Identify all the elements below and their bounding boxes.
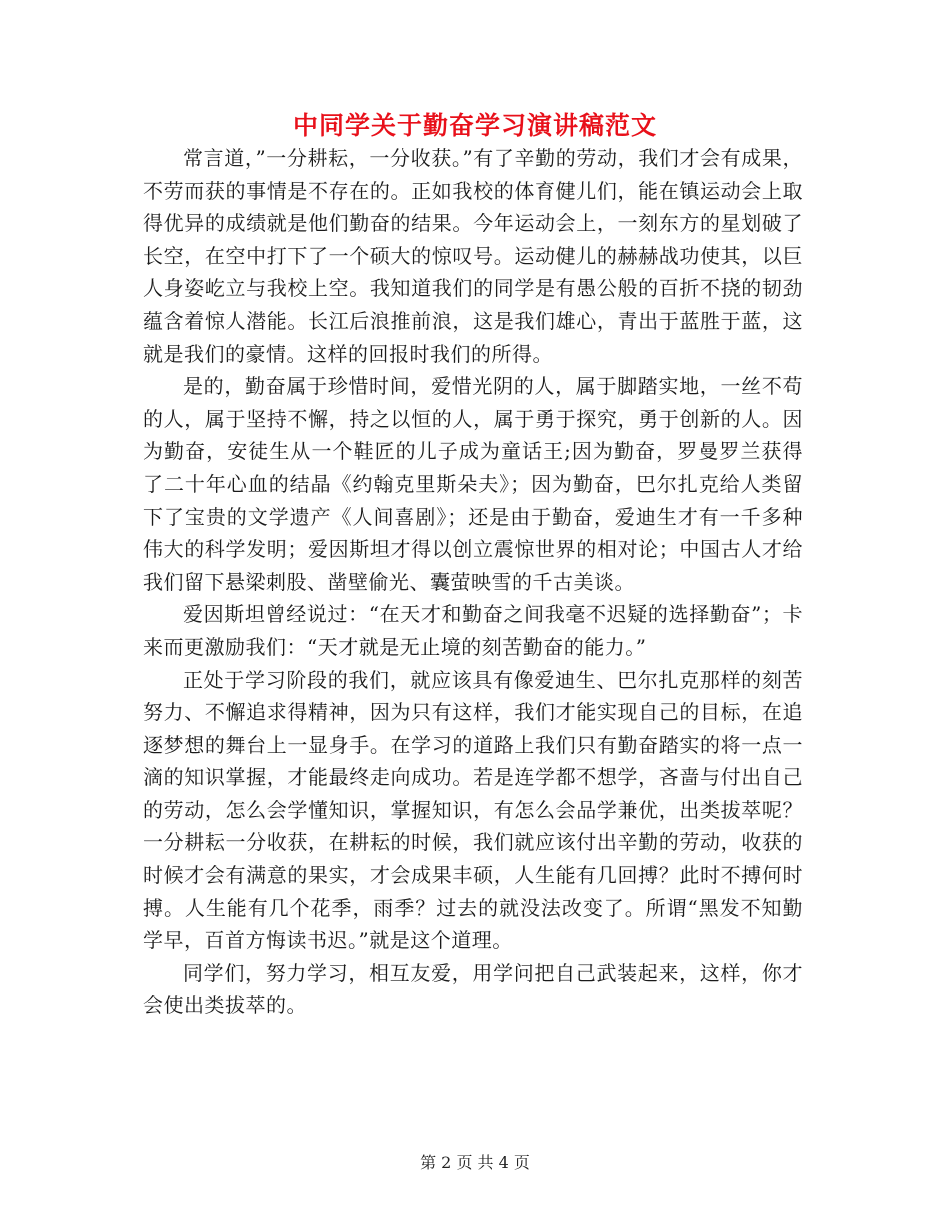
document-title: 中同学关于勤奋学习演讲稿范文 [292,111,657,140]
page-number-footer: 第 2 页 共 4 页 [420,1153,530,1172]
paragraph-2: 是的，勤奋属于珍惜时间，爱惜光阴的人，属于脚踏实地，一丝不苟的人，属于坚持不懈，持之以恒的人，属于勇于探究，勇于创新的人。因为勤奋，安徒生从一个鞋匠的儿子成为童话王;因为勤奋，罗曼罗兰获得了二十年心血的结晶《约翰克里斯朵夫》；因为勤奋，巴尔扎克给人类留下了宝贵的文学遗产《人间喜剧》；还是由于勤奋，爱迪生才有一千多种伟大的科学发明；爱因斯坦才得以创立震惊世界的相对论；中国古人才给我们留下悬梁刺股、凿壁偷光、囊萤映雪的千古美谈。 [143,374,803,594]
paragraph-5: 同学们，努力学习，相互友爱，用学问把自己武装起来，这样，你才会使出类拔萃的。 [143,960,803,1018]
paragraph-4: 正处于学习阶段的我们，就应该具有像爱迪生、巴尔扎克那样的刻苦努力、不懈追求得精神，因为只有这样，我们才能实现自己的目标，在追逐梦想的舞台上一显身手。在学习的道路上我们只有勤奋踏实的将一点一滴的知识掌握，才能最终走向成功。若是连学都不想学，吝啬与付出自己的劳动，怎么会学懂知识，掌握知识，有怎么会品学兼优，出类拔萃呢？一分耕耘一分收获，在耕耘的时候，我们就应该付出辛勤的劳动，收获的时候才会有满意的果实，才会成果丰硕，人生能有几回搏？此时不搏何时搏。人生能有几个花季，雨季？过去的就没法改变了。所谓“黑发不知勤学早，百首方悔读书迟。”就是这个道理。 [143,667,803,953]
document-body [143,142,803,1022]
paragraph-3: 爱因斯坦曾经说过：“在天才和勤奋之间我毫不迟疑的选择勤奋”；卡来而更激励我们：“天才就是无止境的刻苦勤奋的能力。” [143,602,803,659]
paragraph-1: 常言道，”一分耕耘，一分收获。”有了辛勤的劳动，我们才会有成果，不劳而获的事情是不存在的。正如我校的体育健儿们，能在镇运动会上取得优异的成绩就是他们勤奋的结果。今年运动会上，一刻东方的星划破了长空，在空中打下了一个硕大的惊叹号。运动健儿的赫赫战功使其，以巨人身姿屹立与我校上空。我知道我们的同学是有愚公般的百折不挠的韧劲蕴含着惊人潜能。长江后浪推前浪，这是我们雄心，青出于蓝胜于蓝，这就是我们的豪情。这样的回报时我们的所得。 [143,146,803,366]
